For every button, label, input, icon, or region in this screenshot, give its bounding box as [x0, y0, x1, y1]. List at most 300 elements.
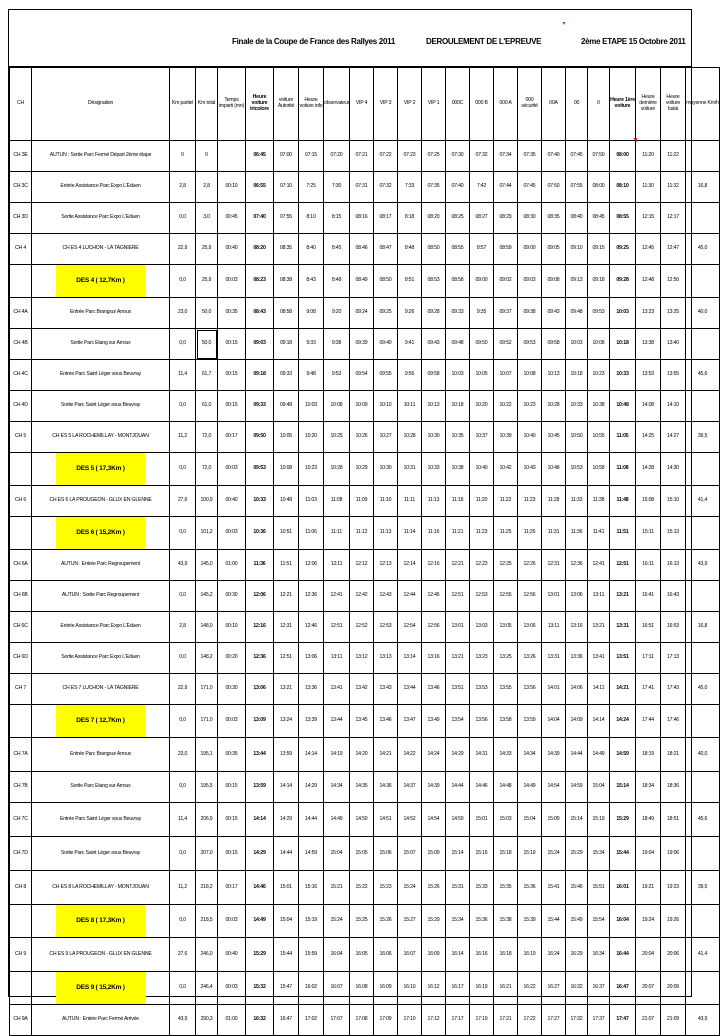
- table-cell: 61,0: [196, 391, 218, 422]
- table-cell: 13:56: [470, 705, 494, 738]
- table-cell: 11:28: [542, 486, 566, 517]
- table-cell: AUTUN : Sortie Parc Regroupement: [32, 581, 170, 612]
- table-cell: 09:39: [350, 329, 374, 360]
- table-cell: 08:50: [374, 265, 398, 298]
- table-cell: 8:15: [324, 203, 350, 234]
- table-cell: 08:17: [374, 203, 398, 234]
- special-stage-row: [10, 972, 720, 1005]
- table-cell: 13:31: [610, 612, 636, 643]
- table-cell: 11:11: [398, 486, 422, 517]
- table-cell: 16:18: [494, 938, 518, 972]
- table-cell: 13:44: [398, 674, 422, 705]
- table-cell: 15:44: [542, 905, 566, 938]
- table-cell: 08:55: [610, 203, 636, 234]
- table-cell: 07:21: [350, 141, 374, 172]
- table-cell: 10:33: [422, 453, 446, 486]
- control-row: [10, 298, 720, 329]
- table-cell: 08:43: [246, 298, 274, 329]
- table-cell: 14:21: [374, 738, 398, 772]
- table-cell: 13:41: [588, 643, 610, 674]
- table-cell: 15:38: [494, 905, 518, 938]
- table-cell: 8:43: [299, 265, 324, 298]
- table-cell: 10:36: [246, 517, 274, 550]
- table-cell: 13:31: [542, 643, 566, 674]
- table-cell: 15:54: [588, 905, 610, 938]
- table-cell: [686, 972, 720, 1005]
- table-cell: 14:39: [542, 738, 566, 772]
- table-cell: 0,0: [170, 329, 196, 360]
- table-cell: 45,0: [686, 674, 720, 705]
- table-cell: 09:10: [566, 234, 588, 265]
- table-cell: 218,2: [196, 871, 218, 905]
- table-cell: 07:34: [494, 141, 518, 172]
- table-cell: 11:06: [299, 517, 324, 550]
- table-cell: CH 4D: [10, 391, 32, 422]
- table-cell: 61,7: [196, 360, 218, 391]
- table-cell: 07:44: [494, 172, 518, 203]
- table-cell: 3,0: [196, 203, 218, 234]
- table-cell: CH ES 4 LUCHON - LA TAGNIERE: [32, 234, 170, 265]
- table-cell: 16:32: [566, 972, 588, 1005]
- table-cell: 10:18: [566, 360, 588, 391]
- table-cell: 16:37: [588, 972, 610, 1005]
- table-cell: 09:54: [350, 360, 374, 391]
- table-cell: 19:24: [636, 905, 661, 938]
- table-cell: 9:26: [398, 298, 422, 329]
- table-cell: 12:47: [661, 234, 686, 265]
- table-cell: 13:59: [518, 705, 542, 738]
- table-cell: 16:12: [422, 972, 446, 1005]
- column-header: observateur: [324, 68, 350, 141]
- table-cell: 12:14: [398, 550, 422, 581]
- table-cell: Entrée Parc Brangsur Arroux: [32, 298, 170, 329]
- table-cell: 14:04: [542, 705, 566, 738]
- table-cell: [686, 391, 720, 422]
- table-cell: 21:09: [661, 1005, 686, 1036]
- table-cell: 15:27: [398, 905, 422, 938]
- table-cell: 72,0: [196, 422, 218, 453]
- table-cell: 08:10: [610, 172, 636, 203]
- table-cell: 11:09: [350, 486, 374, 517]
- table-cell: 2,8: [170, 612, 196, 643]
- table-cell: [686, 837, 720, 871]
- table-cell: 13:13: [374, 643, 398, 674]
- table-cell: 11:25: [494, 517, 518, 550]
- table-cell: 09:52: [494, 329, 518, 360]
- table-cell: 41,4: [686, 938, 720, 972]
- table-cell: 16:41: [636, 581, 661, 612]
- table-cell: 11:08: [610, 453, 636, 486]
- table-cell: 14:54: [542, 772, 566, 803]
- table-cell: CH 4A: [10, 298, 32, 329]
- table-cell: 100,9: [196, 486, 218, 517]
- table-cell: 10:23: [588, 360, 610, 391]
- table-cell: AUTUN : Entrée Parc Fermé Arrivée: [32, 1005, 170, 1036]
- table-cell: 13:16: [422, 643, 446, 674]
- table-cell: 12:36: [299, 581, 324, 612]
- table-cell: 16:14: [446, 938, 470, 972]
- table-cell: 16:22: [518, 972, 542, 1005]
- table-cell: 07:40: [246, 203, 274, 234]
- table-cell: 09:15: [588, 234, 610, 265]
- table-cell: 14:46: [470, 772, 494, 803]
- table-cell: 19:21: [636, 871, 661, 905]
- column-header: 0: [588, 68, 610, 141]
- table-cell: 14:34: [324, 772, 350, 803]
- table-cell: 09:02: [494, 265, 518, 298]
- table-cell: 17:13: [661, 643, 686, 674]
- table-cell: 13:09: [246, 705, 274, 738]
- table-cell: 07:25: [422, 141, 446, 172]
- table-cell: 07:40: [542, 141, 566, 172]
- table-cell: 12:56: [422, 612, 446, 643]
- table-cell: 07:50: [588, 141, 610, 172]
- table-cell: 13:54: [446, 705, 470, 738]
- table-cell: 09:50: [470, 329, 494, 360]
- table-cell: 11:23: [470, 517, 494, 550]
- table-cell: 14:44: [566, 738, 588, 772]
- table-cell: 13:12: [350, 643, 374, 674]
- table-cell: CH 7D: [10, 837, 32, 871]
- table-cell: 7:30: [324, 172, 350, 203]
- table-cell: 11:22: [494, 486, 518, 517]
- table-cell: 15:04: [274, 905, 299, 938]
- table-cell: 16:04: [324, 938, 350, 972]
- table-cell: 13:23: [636, 298, 661, 329]
- table-cell: 09:25: [610, 234, 636, 265]
- column-header: 00A: [542, 68, 566, 141]
- table-cell: 07:40: [446, 172, 470, 203]
- table-cell: 07:45: [566, 141, 588, 172]
- table-cell: 13:11: [324, 643, 350, 674]
- table-cell: 13:36: [566, 643, 588, 674]
- table-cell: 17:43: [661, 674, 686, 705]
- table-cell: 12:55: [494, 581, 518, 612]
- table-cell: 17:10: [398, 1005, 422, 1036]
- table-cell: 10:03: [610, 298, 636, 329]
- table-cell: [218, 141, 246, 172]
- table-cell: 15:11: [636, 517, 661, 550]
- table-cell: 14:33: [494, 738, 518, 772]
- table-cell: 10:10: [374, 391, 398, 422]
- table-cell: [686, 203, 720, 234]
- table-cell: 08:35: [274, 234, 299, 265]
- table-cell: 16:24: [542, 938, 566, 972]
- table-cell: 11:18: [446, 486, 470, 517]
- table-cell: CH 7C: [10, 803, 32, 837]
- table-cell: 13:11: [542, 612, 566, 643]
- table-cell: 09:18: [274, 329, 299, 360]
- table-cell: 16:04: [610, 905, 636, 938]
- table-cell: 00:15: [218, 329, 246, 360]
- table-cell: 12:12: [350, 550, 374, 581]
- table-cell: 10:08: [274, 453, 299, 486]
- table-cell: 14:44: [274, 837, 299, 871]
- table-cell: 09:48: [274, 391, 299, 422]
- column-header: Heure voiture tricolore: [246, 68, 274, 141]
- table-cell: 17:17: [446, 1005, 470, 1036]
- table-cell: 10:38: [446, 453, 470, 486]
- table-cell: 14:10: [661, 391, 686, 422]
- table-cell: 17:08: [350, 1005, 374, 1036]
- table-cell: 11:16: [422, 517, 446, 550]
- table-cell: 09:37: [494, 298, 518, 329]
- table-cell: [10, 453, 32, 486]
- table-cell: 10:27: [374, 422, 398, 453]
- table-cell: 12:16: [246, 612, 274, 643]
- table-cell: 11:22: [661, 141, 686, 172]
- table-cell: 14:54: [422, 803, 446, 837]
- table-cell: 0,0: [170, 905, 196, 938]
- table-cell: 14:14: [299, 738, 324, 772]
- table-cell: 15:29: [246, 938, 274, 972]
- schedule-table: [9, 67, 720, 1036]
- table-cell: 10:40: [518, 422, 542, 453]
- table-cell: 09:24: [350, 298, 374, 329]
- table-cell: 0,0: [170, 972, 196, 1005]
- table-cell: 15:36: [470, 905, 494, 938]
- table-cell: 12:11: [324, 550, 350, 581]
- table-cell: 12:53: [374, 612, 398, 643]
- table-cell: 12:43: [374, 581, 398, 612]
- table-cell: CH 4B: [10, 329, 32, 360]
- table-body: [10, 141, 720, 1036]
- table-cell: 08:49: [350, 265, 374, 298]
- table-cell: 00:15: [218, 837, 246, 871]
- column-header: VIP 4: [350, 68, 374, 141]
- table-cell: 00:10: [218, 612, 246, 643]
- table-cell: 00:35: [218, 298, 246, 329]
- table-cell: 11,2: [170, 422, 196, 453]
- table-cell: 23,0: [170, 738, 196, 772]
- table-cell: DES 9 ( 15,2Km ): [32, 972, 170, 1005]
- schedule-title: DEROULEMENT DE L'EPREUVE: [426, 37, 542, 46]
- table-cell: 16,8: [686, 172, 720, 203]
- table-cell: 14:30: [661, 453, 686, 486]
- table-cell: 195,5: [196, 772, 218, 803]
- table-cell: 12:51: [446, 581, 470, 612]
- table-cell: 00:35: [218, 738, 246, 772]
- table-cell: CH 4: [10, 234, 32, 265]
- table-cell: 00:30: [218, 581, 246, 612]
- table-cell: 148,2: [196, 643, 218, 674]
- table-cell: 14:24: [422, 738, 446, 772]
- table-cell: 17:44: [636, 705, 661, 738]
- table-cell: 08:59: [494, 234, 518, 265]
- table-cell: 16:44: [610, 938, 636, 972]
- table-cell: CH ES 8 LA ROCHEMILLAY - MONTJOUAN: [32, 871, 170, 905]
- table-cell: DES 7 ( 12,7Km ): [32, 705, 170, 738]
- table-cell: 18:21: [661, 738, 686, 772]
- table-cell: 08:58: [446, 265, 470, 298]
- table-cell: 15:29: [566, 837, 588, 871]
- table-cell: 08:29: [494, 203, 518, 234]
- table-cell: 10:48: [274, 486, 299, 517]
- table-cell: 11,4: [170, 803, 196, 837]
- table-cell: 8:45: [324, 234, 350, 265]
- table-cell: 9:33: [299, 329, 324, 360]
- table-cell: 09:03: [246, 329, 274, 360]
- table-cell: 15:16: [470, 837, 494, 871]
- table-cell: 27,6: [170, 938, 196, 972]
- table-cell: 08:55: [446, 234, 470, 265]
- table-cell: Entrée Parc Brangsur Arroux: [32, 738, 170, 772]
- table-cell: 17:22: [518, 1005, 542, 1036]
- column-header: 000 B: [470, 68, 494, 141]
- table-cell: 10:30: [374, 453, 398, 486]
- table-cell: 9:53: [324, 360, 350, 391]
- table-cell: [686, 643, 720, 674]
- table-cell: 09:48: [566, 298, 588, 329]
- table-cell: 15:26: [422, 871, 446, 905]
- column-header: 00: [566, 68, 588, 141]
- table-cell: 13:23: [470, 643, 494, 674]
- table-cell: CH 6A: [10, 550, 32, 581]
- control-row: [10, 360, 720, 391]
- table-cell: 13:55: [494, 674, 518, 705]
- table-cell: 15:24: [324, 905, 350, 938]
- table-cell: 41,4: [686, 486, 720, 517]
- table-cell: 16:08: [350, 972, 374, 1005]
- table-cell: 00:40: [218, 938, 246, 972]
- table-cell: [686, 329, 720, 360]
- table-cell: 12:53: [470, 581, 494, 612]
- table-cell: 11:05: [610, 422, 636, 453]
- table-cell: 0,0: [170, 391, 196, 422]
- table-cell: 14:29: [299, 772, 324, 803]
- special-stage-row: [10, 905, 720, 938]
- table-cell: 16:34: [588, 938, 610, 972]
- special-stage-row: [10, 265, 720, 298]
- table-cell: 19:26: [661, 905, 686, 938]
- table-cell: 09:50: [246, 422, 274, 453]
- table-cell: 00:10: [218, 172, 246, 203]
- table-cell: 00:17: [218, 871, 246, 905]
- table-cell: 18:19: [636, 738, 661, 772]
- table-cell: 12:31: [542, 550, 566, 581]
- table-cell: CH 7: [10, 674, 32, 705]
- table-cell: CH ES 9 LA PROUGEON - GLUX EN GLENNE: [32, 938, 170, 972]
- table-cell: 16:07: [398, 938, 422, 972]
- table-cell: 07:00: [274, 141, 299, 172]
- table-cell: 14:49: [518, 772, 542, 803]
- table-cell: 09:13: [566, 265, 588, 298]
- control-row: [10, 550, 720, 581]
- table-cell: 12:25: [494, 550, 518, 581]
- table-cell: 12:17: [661, 203, 686, 234]
- table-cell: 09:55: [374, 360, 398, 391]
- table-cell: 25,9: [196, 265, 218, 298]
- table-cell: 13:58: [494, 705, 518, 738]
- table-cell: DES 5 ( 17,3Km ): [32, 453, 170, 486]
- table-cell: Sortie Parc Saint Léger sous Beuvray: [32, 391, 170, 422]
- table-cell: 10:48: [542, 453, 566, 486]
- table-cell: 07:20: [324, 141, 350, 172]
- title-bar: [9, 10, 691, 67]
- table-cell: 13:25: [661, 298, 686, 329]
- table-cell: 20:09: [661, 972, 686, 1005]
- table-cell: 14:34: [518, 738, 542, 772]
- table-cell: 08:46: [350, 234, 374, 265]
- table-cell: 15:14: [446, 837, 470, 871]
- table-cell: 0,0: [170, 203, 196, 234]
- table-cell: 15:23: [374, 871, 398, 905]
- table-cell: Entrée Assistance Parc Expo L'Eduen: [32, 612, 170, 643]
- control-row: [10, 391, 720, 422]
- table-cell: DES 4 ( 12,7Km ): [32, 265, 170, 298]
- table-cell: 10:37: [470, 422, 494, 453]
- table-cell: [686, 581, 720, 612]
- table-cell: 16:10: [398, 972, 422, 1005]
- table-cell: 17:37: [588, 1005, 610, 1036]
- table-cell: 145,2: [196, 581, 218, 612]
- table-cell: 09:00: [470, 265, 494, 298]
- table-cell: 14:44: [299, 803, 324, 837]
- column-header: Km partiel: [170, 68, 196, 141]
- table-cell: CH ES 5 LA ROCHEMILLAY - MONTJOUAN: [32, 422, 170, 453]
- red-corner-mark: [633, 138, 637, 142]
- table-cell: 23,0: [170, 298, 196, 329]
- table-cell: 09:03: [518, 265, 542, 298]
- table-cell: 15:35: [494, 871, 518, 905]
- table-cell: 16:43: [661, 581, 686, 612]
- table-cell: 10:33: [566, 391, 588, 422]
- table-cell: 12:36: [246, 643, 274, 674]
- table-cell: 17:09: [374, 1005, 398, 1036]
- table-cell: 14:09: [566, 705, 588, 738]
- table-cell: 11:20: [636, 141, 661, 172]
- table-cell: 15:07: [398, 837, 422, 871]
- table-cell: 10:20: [470, 391, 494, 422]
- table-cell: 08:00: [610, 141, 636, 172]
- table-cell: 15:01: [470, 803, 494, 837]
- table-cell: 16:16: [470, 938, 494, 972]
- table-cell: 11,2: [170, 871, 196, 905]
- table-cell: 15:09: [542, 803, 566, 837]
- table-cell: 101,2: [196, 517, 218, 550]
- table-cell: 10:18: [610, 329, 636, 360]
- table-cell: 145,0: [196, 550, 218, 581]
- control-row: [10, 803, 720, 837]
- table-cell: Entrée Assistance Parc Expo L'Eduen: [32, 172, 170, 203]
- table-cell: 07:45: [518, 172, 542, 203]
- table-cell: 13:47: [398, 705, 422, 738]
- table-cell: 16,8: [686, 612, 720, 643]
- control-row: [10, 422, 720, 453]
- table-cell: 10:08: [324, 391, 350, 422]
- table-cell: 17:02: [299, 1005, 324, 1036]
- table-cell: 15:14: [610, 772, 636, 803]
- table-cell: 17:46: [661, 705, 686, 738]
- table-cell: 17:41: [636, 674, 661, 705]
- table-cell: 7:42: [470, 172, 494, 203]
- table-cell: 10:43: [518, 453, 542, 486]
- table-cell: 13:06: [299, 643, 324, 674]
- table-cell: 09:18: [246, 360, 274, 391]
- table-cell: 13:44: [246, 738, 274, 772]
- table-cell: 12:31: [274, 612, 299, 643]
- table-cell: 16:09: [422, 938, 446, 972]
- table-cell: 09:33: [274, 360, 299, 391]
- schedule-sheet: [8, 9, 719, 1023]
- table-cell: 15:22: [350, 871, 374, 905]
- table-cell: 246,4: [196, 972, 218, 1005]
- table-cell: 12:52: [350, 612, 374, 643]
- table-cell: CH 9A: [10, 1005, 32, 1036]
- table-cell: 0,0: [170, 643, 196, 674]
- table-cell: 0,0: [170, 265, 196, 298]
- table-cell: 08:30: [518, 203, 542, 234]
